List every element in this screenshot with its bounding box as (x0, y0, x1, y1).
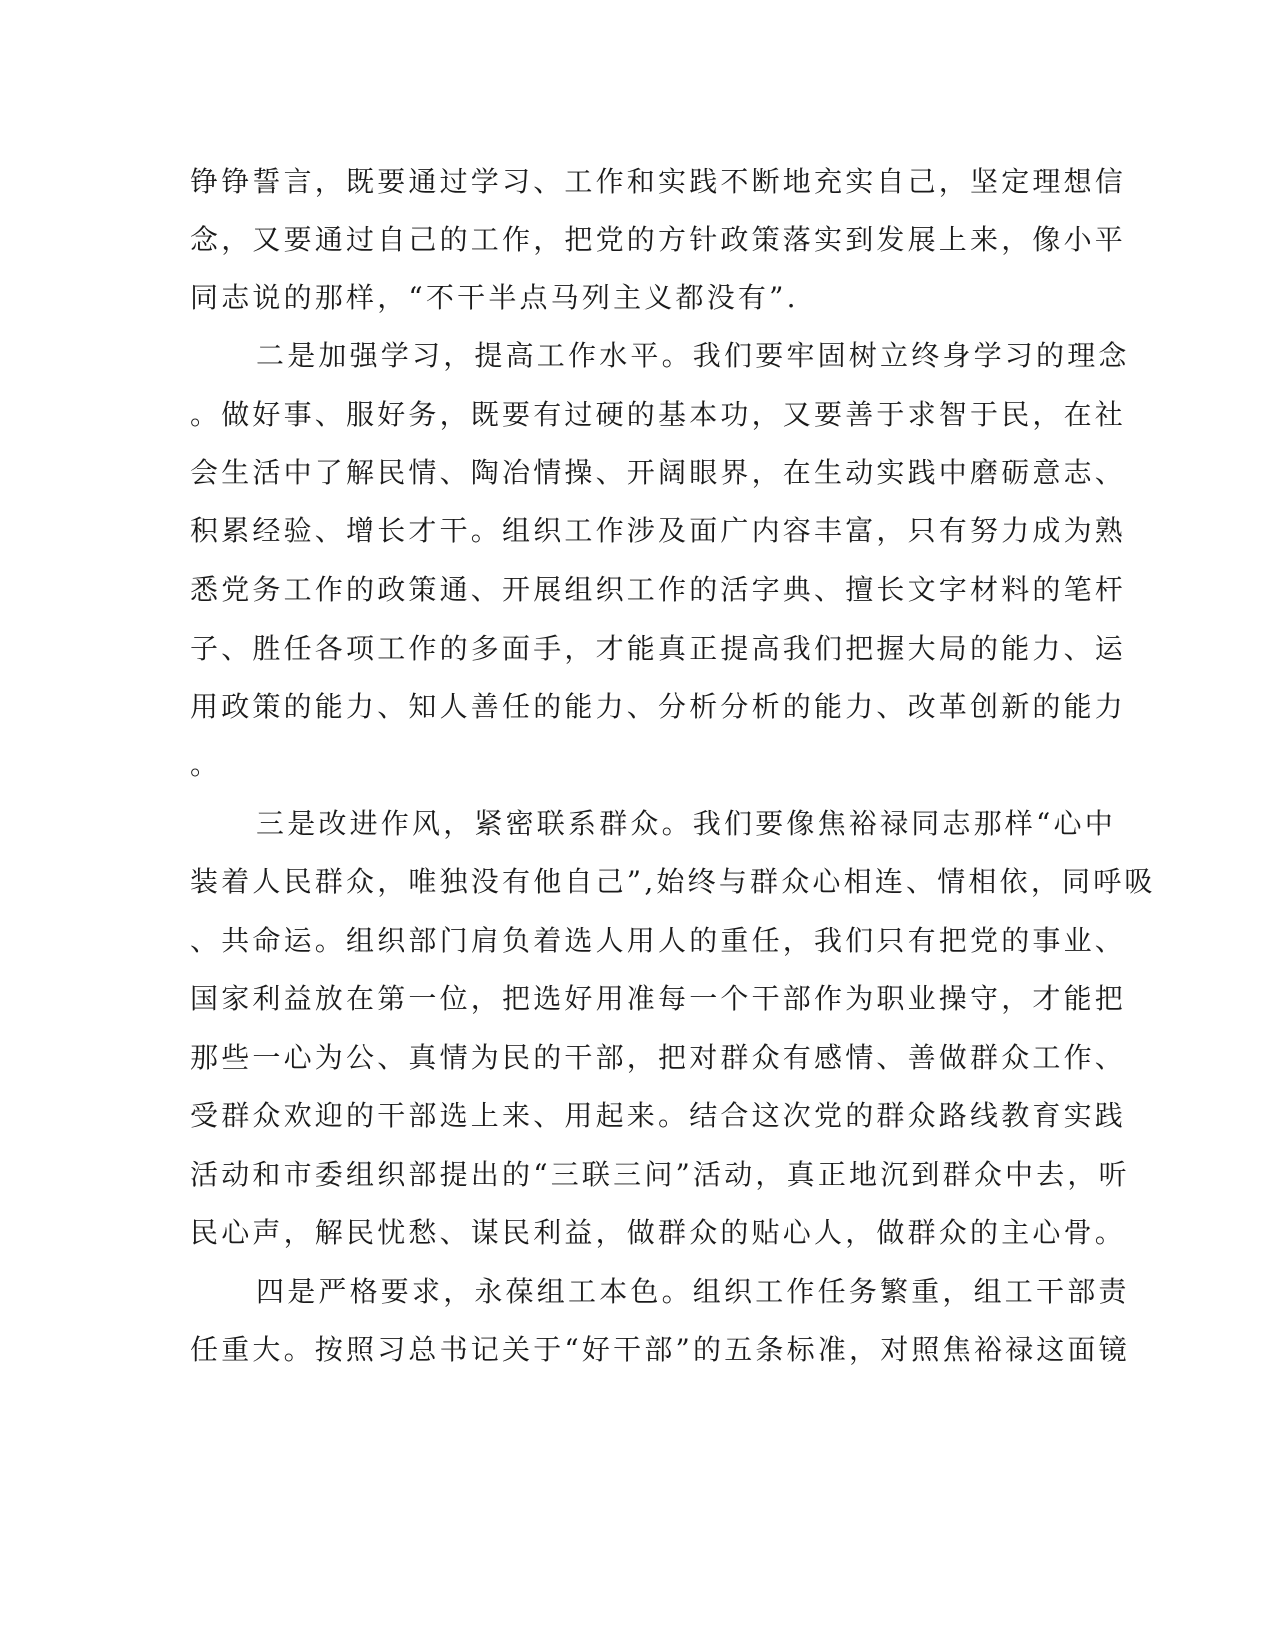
text-line: 任重大。按照习总书记关于“好干部”的五条标准，对照焦裕禄这面镜 (190, 1333, 1130, 1366)
text-line: 用政策的能力、知人善任的能力、分析分析的能力、改革创新的能力 (190, 690, 1127, 723)
text-line: 民心声，解民忧愁、谋民利益，做群众的贴心人，做群众的主心骨。 (190, 1216, 1127, 1249)
text-line: 。做好事、服好务，既要有过硬的基本功，又要善于求智于民，在社 (190, 398, 1127, 431)
text-line: 会生活中了解民情、陶冶情操、开阔眼界，在生动实践中磨砺意志、 (190, 456, 1127, 489)
text-line: 悉党务工作的政策通、开展组织工作的活字典、擅长文字材料的笔杆 (190, 573, 1127, 606)
text-line: 积累经验、增长才干。组织工作涉及面广内容丰富，只有努力成为熟 (190, 514, 1127, 547)
text-line: 装着人民群众，唯独没有他自己”,始终与群众心相连、情相依，同呼吸 (190, 865, 1156, 898)
paragraph-start-line: 三是改进作风，紧密联系群众。我们要像焦裕禄同志那样“心中 (256, 807, 1116, 840)
text-line: 。 (190, 748, 222, 781)
text-line: 、共命运。组织部门肩负着选人用人的重任，我们只有把党的事业、 (190, 924, 1127, 957)
text-line: 念，又要通过自己的工作，把党的方针政策落实到发展上来，像小平 (190, 223, 1127, 256)
paragraph-start-line: 二是加强学习，提高工作水平。我们要牢固树立终身学习的理念 (256, 339, 1130, 372)
text-line: 铮铮誓言，既要通过学习、工作和实践不断地充实自己，坚定理想信 (190, 165, 1127, 198)
text-line: 活动和市委组织部提出的“三联三问”活动，真正地沉到群众中去，听 (190, 1158, 1130, 1191)
paragraph-start-line: 四是严格要求，永葆组工本色。组织工作任务繁重，组工干部责 (256, 1275, 1130, 1308)
text-line: 那些一心为公、真情为民的干部，把对群众有感情、善做群众工作、 (190, 1041, 1127, 1074)
text-line: 子、胜任各项工作的多面手，才能真正提高我们把握大局的能力、运 (190, 632, 1127, 665)
text-line: 同志说的那样，“不干半点马列主义都没有”. (190, 281, 799, 314)
text-line: 国家利益放在第一位，把选好用准每一个干部作为职业操守，才能把 (190, 982, 1127, 1015)
text-line: 受群众欢迎的干部选上来、用起来。结合这次党的群众路线教育实践 (190, 1099, 1127, 1132)
